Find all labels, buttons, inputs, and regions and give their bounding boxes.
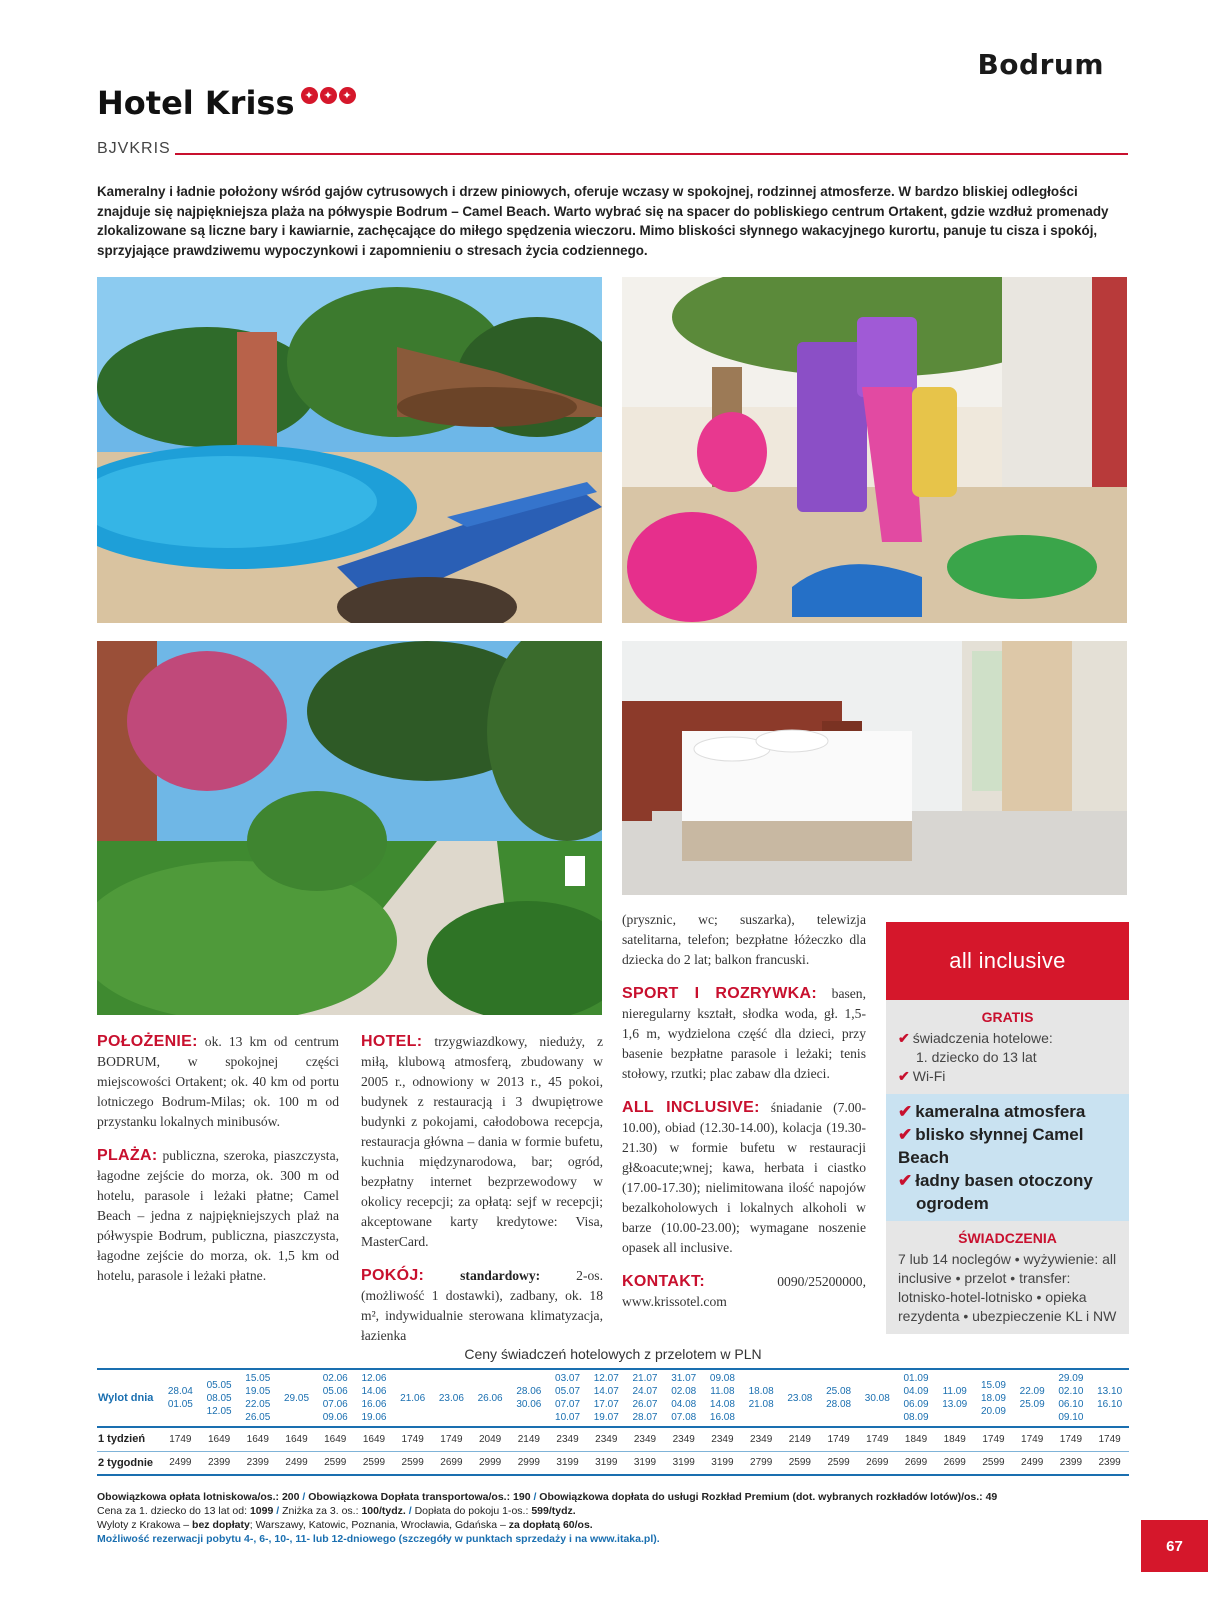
date-value: 16.10 bbox=[1097, 1399, 1123, 1410]
section-pokoj bbox=[361, 1266, 603, 1346]
hotel-code: BJVKRIS bbox=[97, 140, 171, 157]
date-value: 31.07 bbox=[671, 1373, 697, 1384]
date-value: 29.05 bbox=[284, 1392, 310, 1404]
text-polozenie: ok. 13 km od centrum BODRUM, w spokojnej części miejscowości Ortakent; ok. 40 km od portu lotniczego Bodrum-Milas; ok. 100 m od przystanku lokalnych minibusów. bbox=[97, 1034, 339, 1129]
date-cell bbox=[1090, 1369, 1129, 1427]
date-value: 13.10 bbox=[1097, 1386, 1123, 1397]
price-cell-week1: 1649 bbox=[200, 1427, 239, 1451]
price-cell-week2: 3199 bbox=[703, 1451, 742, 1475]
section-kontakt bbox=[622, 1272, 866, 1312]
row-label-dates: Wylot dnia bbox=[97, 1369, 161, 1427]
price-cell-week1: 1749 bbox=[858, 1427, 897, 1451]
pool-photo bbox=[97, 277, 602, 623]
date-cell bbox=[200, 1369, 239, 1427]
row-label-week2: 2 tygodnie bbox=[97, 1451, 161, 1475]
price-cell-week2: 2699 bbox=[935, 1451, 974, 1475]
region-title: Bodrum bbox=[977, 48, 1104, 81]
date-cell bbox=[471, 1369, 510, 1427]
date-cell bbox=[316, 1369, 355, 1427]
highlight-item: ✔ kameralna atmosfera bbox=[898, 1102, 1086, 1121]
price-cell-week2: 2699 bbox=[858, 1451, 897, 1475]
date-value: 10.07 bbox=[555, 1412, 581, 1423]
date-cell bbox=[935, 1369, 974, 1427]
date-cell bbox=[238, 1369, 277, 1427]
section-allinc bbox=[622, 1098, 866, 1258]
price-cell-week2: 2699 bbox=[897, 1451, 936, 1475]
column-middle bbox=[361, 1032, 603, 1360]
price-cell-week2: 2599 bbox=[393, 1451, 432, 1475]
swiadczenia-title: ŚWIADCZENIA bbox=[958, 1230, 1057, 1246]
date-value: 26.05 bbox=[245, 1412, 271, 1423]
price-cell-week1: 2049 bbox=[471, 1427, 510, 1451]
column-left bbox=[97, 1032, 339, 1300]
table-row-week2 bbox=[97, 1451, 1129, 1475]
date-value: 09.06 bbox=[322, 1412, 348, 1423]
date-value: 28.06 bbox=[516, 1386, 542, 1397]
label-pokoj: POKÓJ: bbox=[361, 1267, 425, 1284]
date-value: 01.05 bbox=[167, 1399, 193, 1410]
garden-photo bbox=[97, 641, 602, 1015]
price-cell-week2: 2999 bbox=[471, 1451, 510, 1475]
all-inclusive-box bbox=[886, 922, 1129, 1334]
price-cell-week1: 1649 bbox=[316, 1427, 355, 1451]
date-value: 16.08 bbox=[709, 1412, 735, 1423]
date-value: 07.06 bbox=[322, 1399, 348, 1410]
gratis-item: ✔ świadczenia hotelowe: bbox=[898, 1030, 1053, 1046]
date-value: 19.07 bbox=[593, 1412, 619, 1423]
room-photo bbox=[622, 641, 1127, 895]
date-cell bbox=[393, 1369, 432, 1427]
date-value: 16.06 bbox=[361, 1399, 387, 1410]
date-value: 28.08 bbox=[826, 1399, 852, 1410]
section-polozenie bbox=[97, 1032, 339, 1132]
table-row-week1 bbox=[97, 1427, 1129, 1451]
playground-photo bbox=[622, 277, 1127, 623]
date-value: 14.06 bbox=[361, 1386, 387, 1397]
date-value: 11.09 bbox=[942, 1386, 967, 1397]
price-cell-week1: 1749 bbox=[1013, 1427, 1052, 1451]
price-cell-week2: 2599 bbox=[316, 1451, 355, 1475]
date-cell bbox=[548, 1369, 587, 1427]
section-pokoj-cont: (prysznic, wc; suszarka), telewizja satelitarna, telefon; bezpłatne łóżeczko dla dziecka do 2 lat; balkon francuski. bbox=[622, 912, 866, 967]
text-allinc: śniadanie (7.00-10.00), obiad (12.30-14.00), kolacja (19.30-21.30) w formie bufetu w restauracji gł&oacute;wnej; kawa, herbata i ciastko (17.00-17.30); nielimitowana ilość napojów bezalkoholowych i lokalnych alkoholi w barze (10.00-23.00); wymagane noszenie opasek all inclusive. bbox=[622, 1100, 866, 1255]
highlight-item: ogrodem bbox=[916, 1194, 989, 1213]
date-value: 02.06 bbox=[322, 1373, 348, 1384]
price-cell-week2: 2499 bbox=[277, 1451, 316, 1475]
date-value: 11.08 bbox=[710, 1386, 735, 1397]
column-right bbox=[622, 910, 866, 1326]
price-cell-week1: 1849 bbox=[935, 1427, 974, 1451]
date-value: 08.05 bbox=[206, 1392, 232, 1404]
box-title: all inclusive bbox=[886, 922, 1129, 1000]
date-value: 06.09 bbox=[903, 1399, 929, 1410]
label-kontakt: KONTAKT: bbox=[622, 1273, 705, 1290]
price-cell-week1: 2349 bbox=[742, 1427, 781, 1451]
date-value: 07.08 bbox=[671, 1412, 697, 1423]
date-value: 21.08 bbox=[748, 1399, 774, 1410]
date-value: 23.08 bbox=[787, 1392, 813, 1404]
date-cell bbox=[161, 1369, 200, 1427]
date-cell bbox=[703, 1369, 742, 1427]
price-cell-week2: 3199 bbox=[664, 1451, 703, 1475]
date-cell bbox=[897, 1369, 936, 1427]
date-value: 09.10 bbox=[1058, 1412, 1084, 1423]
label-allinc: ALL INCLUSIVE: bbox=[622, 1099, 760, 1116]
price-cell-week1: 1749 bbox=[819, 1427, 858, 1451]
date-value: 14.08 bbox=[709, 1399, 735, 1410]
date-cell bbox=[858, 1369, 897, 1427]
price-notes bbox=[97, 1490, 1097, 1546]
price-cell-week2: 2599 bbox=[355, 1451, 394, 1475]
date-value: 09.08 bbox=[709, 1373, 735, 1384]
label-plaza: PLAŻA: bbox=[97, 1147, 158, 1164]
date-cell bbox=[1013, 1369, 1052, 1427]
date-cell bbox=[432, 1369, 471, 1427]
gratis-item: ✔ Wi-Fi bbox=[898, 1068, 946, 1084]
price-cell-week2: 3199 bbox=[548, 1451, 587, 1475]
date-value: 15.09 bbox=[980, 1379, 1006, 1391]
date-value: 26.07 bbox=[632, 1399, 658, 1410]
section-hotel bbox=[361, 1032, 603, 1252]
price-cell-week2: 2499 bbox=[1013, 1451, 1052, 1475]
highlight-item: ✔ blisko słynnej Camel Beach bbox=[898, 1125, 1084, 1167]
price-cell-week1: 1649 bbox=[355, 1427, 394, 1451]
date-cell bbox=[277, 1369, 316, 1427]
date-value: 29.09 bbox=[1058, 1373, 1084, 1384]
price-cell-week1: 2349 bbox=[626, 1427, 665, 1451]
date-value: 08.09 bbox=[903, 1412, 929, 1423]
price-cell-week1: 1749 bbox=[161, 1427, 200, 1451]
date-value: 22.05 bbox=[245, 1399, 271, 1410]
row-label-week1: 1 tydzień bbox=[97, 1427, 161, 1451]
date-value: 26.06 bbox=[477, 1392, 503, 1404]
price-cell-week1: 1749 bbox=[1052, 1427, 1091, 1451]
date-cell bbox=[355, 1369, 394, 1427]
highlights-panel bbox=[886, 1094, 1129, 1221]
note-line: Możliwość rezerwacji pobytu 4-, 6-, 10-, 11- lub 12-dniowego (szczegóły w punktach sprzedaży i na www.itaka.pl). bbox=[97, 1533, 660, 1545]
date-value: 25.08 bbox=[826, 1386, 852, 1397]
bold-pokoj: standardowy: bbox=[424, 1268, 541, 1283]
price-cell-week1: 2349 bbox=[703, 1427, 742, 1451]
date-value: 06.10 bbox=[1058, 1399, 1084, 1410]
date-value: 25.09 bbox=[1019, 1399, 1045, 1410]
date-value: 13.09 bbox=[942, 1399, 968, 1410]
date-value: 19.06 bbox=[361, 1412, 387, 1423]
date-cell bbox=[781, 1369, 820, 1427]
date-cell bbox=[664, 1369, 703, 1427]
price-cell-week2: 2399 bbox=[200, 1451, 239, 1475]
date-value: 03.07 bbox=[555, 1373, 581, 1384]
date-value: 14.07 bbox=[593, 1386, 619, 1397]
price-table-title: Ceny świadczeń hotelowych z przelotem w PLN bbox=[464, 1346, 762, 1362]
date-value: 30.08 bbox=[864, 1392, 890, 1404]
date-value: 05.05 bbox=[206, 1379, 232, 1391]
check-icon: ✔ bbox=[898, 1102, 913, 1121]
star-icon bbox=[301, 87, 318, 104]
check-icon: ✔ bbox=[898, 1068, 910, 1084]
note-line: Cena za 1. dziecko do 13 lat od: 1099 / Zniżka za 3. os.: 100/tydz. / Dopłata do pokoju 1-os.: 599/tydz. bbox=[97, 1505, 576, 1517]
date-value: 28.04 bbox=[167, 1386, 193, 1397]
text-hotel: trzygwiazdkowy, nieduży, z miłą, klubową atmosferą, zbudowany w 2005 r., odnowiony w 2013 r., 45 pokoi, budynek z restauracją i 3 dwupiętrowe budynki z pokojami, całodobowa recepcja, restauracja główna – dania w formie bufetu, kuchnia międzynarodowa, bar; ogród, bezpłatny internet bezprzewodowy w okolicy recepcji; za opłatą: sejf w recepcji; akceptowane karty kredytowe: Visa, MasterCard. bbox=[361, 1034, 603, 1249]
date-value: 05.07 bbox=[555, 1386, 581, 1397]
date-value: 01.09 bbox=[903, 1373, 929, 1384]
text-kontakt: 0090/25200000, www.krissotel.com bbox=[622, 1274, 866, 1309]
price-cell-week2: 2399 bbox=[1052, 1451, 1091, 1475]
price-table bbox=[97, 1368, 1129, 1476]
price-cell-week1: 1849 bbox=[897, 1427, 936, 1451]
gratis-title: GRATIS bbox=[981, 1009, 1034, 1025]
star-icon bbox=[339, 87, 356, 104]
date-cell bbox=[1052, 1369, 1091, 1427]
date-value: 30.06 bbox=[516, 1399, 542, 1410]
text-pokoj: 2-os. (możliwość 1 dostawki), zadbany, ok. 18 m², indywidualnie sterowana klimatyzacja, łazienka bbox=[361, 1268, 603, 1343]
date-cell bbox=[587, 1369, 626, 1427]
date-value: 12.06 bbox=[361, 1373, 387, 1384]
date-value: 21.06 bbox=[400, 1392, 426, 1404]
date-value: 18.08 bbox=[748, 1386, 774, 1397]
price-cell-week2: 2699 bbox=[432, 1451, 471, 1475]
hotel-title bbox=[97, 84, 356, 122]
date-cell bbox=[819, 1369, 858, 1427]
date-cell bbox=[742, 1369, 781, 1427]
date-value: 12.07 bbox=[593, 1373, 619, 1384]
table-row-dates bbox=[97, 1369, 1129, 1427]
date-value: 15.05 bbox=[245, 1373, 271, 1384]
price-cell-week1: 1749 bbox=[974, 1427, 1013, 1451]
price-cell-week2: 2399 bbox=[238, 1451, 277, 1475]
price-cell-week1: 1749 bbox=[432, 1427, 471, 1451]
date-value: 04.08 bbox=[671, 1399, 697, 1410]
price-cell-week2: 3199 bbox=[587, 1451, 626, 1475]
price-cell-week1: 2349 bbox=[548, 1427, 587, 1451]
price-cell-week1: 1649 bbox=[238, 1427, 277, 1451]
price-cell-week2: 2599 bbox=[819, 1451, 858, 1475]
note-line: Wyloty z Krakowa – bez dopłaty; Warszawy, Katowic, Poznania, Wrocławia, Gdańska – za dopłatą 60/os. bbox=[97, 1519, 593, 1531]
swiadczenia-panel bbox=[886, 1221, 1129, 1334]
label-sport: SPORT I ROZRYWKA: bbox=[622, 985, 817, 1002]
price-cell-week2: 3199 bbox=[626, 1451, 665, 1475]
price-cell-week1: 2149 bbox=[509, 1427, 548, 1451]
price-cell-week2: 2399 bbox=[1090, 1451, 1129, 1475]
note-line: Obowiązkowa opłata lotniskowa/os.: 200 / Obowiązkowa Dopłata transportowa/os.: 190 / Obowiązkowa dopłata do usługi Rozkład Premium (dot. wybranych rozkładów lotów)/os.: 49 bbox=[97, 1491, 998, 1503]
date-value: 24.07 bbox=[632, 1386, 658, 1397]
date-value: 23.06 bbox=[438, 1392, 464, 1404]
section-plaza bbox=[97, 1146, 339, 1286]
date-value: 12.05 bbox=[206, 1405, 232, 1417]
date-value: 28.07 bbox=[632, 1412, 658, 1423]
price-cell-week1: 1749 bbox=[1090, 1427, 1129, 1451]
intro-text: Kameralny i ładnie położony wśród gajów cytrusowych i drzew piniowych, oferuje wczasy w spokojnej, rodzinnej atmosferze. W bardzo bliskiej odległości znajduje się najpiękniejsza plaża na półwyspie Bodrum – Camel Beach. Warto wybrać się na spacer do pobliskiego centrum Ortakent, gdzie wzdłuż promenady zlokalizowane są liczne bary i kawiarnie, zachęcające do miłego spędzenia wieczoru. Mimo bliskości słynnego wakacyjnego kurortu, panuje tu cisza i spokój, sprzyjające prawdziwemu wypoczynkowi i zapomnieniu o stresach życia codziennego. bbox=[97, 184, 1109, 258]
date-value: 05.06 bbox=[322, 1386, 348, 1397]
price-cell-week1: 2349 bbox=[664, 1427, 703, 1451]
price-cell-week2: 2599 bbox=[974, 1451, 1013, 1475]
date-value: 02.08 bbox=[671, 1386, 697, 1397]
label-polozenie: POŁOŻENIE: bbox=[97, 1033, 198, 1050]
gratis-panel bbox=[886, 1000, 1129, 1094]
price-cell-week2: 2599 bbox=[781, 1451, 820, 1475]
section-sport bbox=[622, 984, 866, 1084]
price-cell-week1: 1749 bbox=[393, 1427, 432, 1451]
hotel-name: Hotel Kriss bbox=[97, 84, 295, 122]
check-icon: ✔ bbox=[898, 1125, 913, 1144]
date-value: 17.07 bbox=[593, 1399, 619, 1410]
highlight-item: ✔ ładny basen otoczony bbox=[898, 1171, 1093, 1190]
date-value: 21.07 bbox=[632, 1373, 658, 1384]
check-icon: ✔ bbox=[898, 1171, 913, 1190]
date-cell bbox=[974, 1369, 1013, 1427]
divider-line bbox=[175, 153, 1128, 155]
gratis-item: 1. dziecko do 13 lat bbox=[916, 1049, 1037, 1065]
price-cell-week1: 2149 bbox=[781, 1427, 820, 1451]
price-cell-week2: 2799 bbox=[742, 1451, 781, 1475]
price-cell-week1: 1649 bbox=[277, 1427, 316, 1451]
star-icon bbox=[320, 87, 337, 104]
date-cell bbox=[626, 1369, 665, 1427]
date-value: 22.09 bbox=[1019, 1386, 1045, 1397]
date-value: 20.09 bbox=[980, 1405, 1006, 1417]
hotel-stars bbox=[301, 87, 356, 104]
date-value: 02.10 bbox=[1058, 1386, 1084, 1397]
date-value: 07.07 bbox=[555, 1399, 581, 1410]
date-value: 04.09 bbox=[903, 1386, 929, 1397]
label-hotel: HOTEL: bbox=[361, 1033, 423, 1050]
price-cell-week2: 2499 bbox=[161, 1451, 200, 1475]
text-sport: basen, nieregularny kształt, słodka woda, gł. 1,5-1,6 m, wydzielona część dla dzieci, przy basenie bezpłatne parasole i leżaki; tenis stołowy, rzutki; plac zabaw dla dzieci. bbox=[622, 986, 866, 1081]
price-cell-week2: 2999 bbox=[509, 1451, 548, 1475]
date-value: 18.09 bbox=[980, 1392, 1006, 1404]
date-cell bbox=[509, 1369, 548, 1427]
date-value: 19.05 bbox=[245, 1386, 271, 1397]
price-cell-week1: 2349 bbox=[587, 1427, 626, 1451]
page-number: 67 bbox=[1141, 1520, 1208, 1572]
swiadczenia-text: 7 lub 14 noclegów • wyżywienie: all inclusive • przelot • transfer: lotnisko-hotel-lotnisko • opieka rezydenta • ubezpieczenie KL i NW bbox=[898, 1251, 1117, 1324]
text-plaza: publiczna, szeroka, piaszczysta, łagodne zejście do morza, ok. 300 m od hotelu, parasole i leżaki płatne; Camel Beach – jedna z najpiękniejszych plaż na półwyspie Bodrum, publiczna, piaszczysta, łagodne zejście do morza, ok. 1,5 km od hotelu, parasole i leżaki płatne. bbox=[97, 1148, 339, 1283]
check-icon: ✔ bbox=[898, 1030, 910, 1046]
